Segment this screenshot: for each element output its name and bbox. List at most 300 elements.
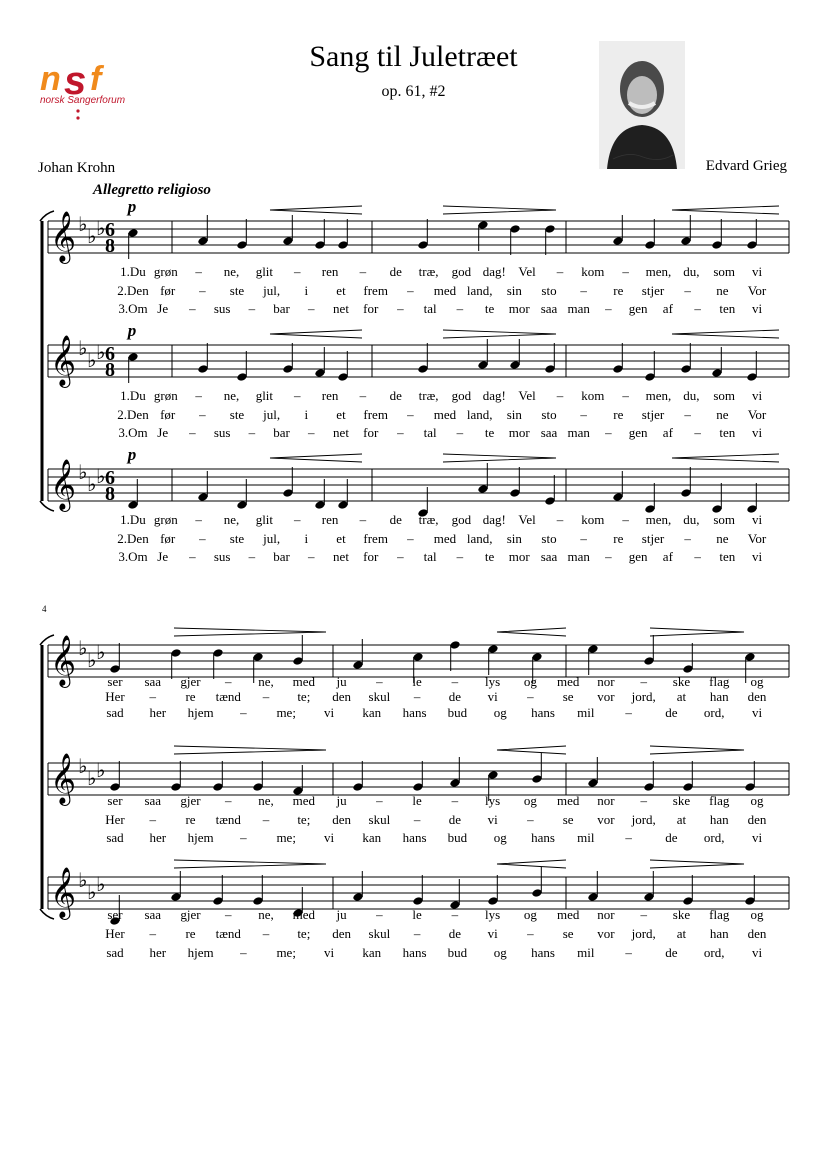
svg-text:s: s: [64, 60, 87, 103]
lyric-syllable: me;: [276, 830, 296, 845]
lyric-syllable: vi: [751, 945, 763, 960]
lyric-syllable: se: [562, 689, 574, 704]
lyric-syllable: –: [407, 407, 414, 422]
time-signature-top: 6: [105, 467, 115, 489]
decrescendo-hairpin: [443, 330, 556, 338]
lyric-syllable: –: [308, 549, 315, 564]
lyric-syllable: re: [613, 283, 624, 298]
lyric-syllable: –: [413, 689, 421, 704]
lyric-syllable: –: [225, 674, 232, 689]
treble-clef-icon: 𝄞: [50, 459, 77, 510]
lyric-syllable: sus: [213, 549, 231, 564]
lyric-syllable: land,: [466, 407, 493, 422]
lyric-syllable: i: [304, 407, 309, 422]
crescendo-hairpin: [270, 206, 362, 214]
lyric-syllable: le: [412, 793, 422, 808]
lyric-syllable: net: [333, 301, 349, 316]
lyric-syllable: Je: [157, 301, 169, 316]
lyric-syllable: –: [262, 689, 270, 704]
lyric-syllable: sto: [541, 531, 557, 546]
lyric-syllable: –: [413, 812, 421, 827]
lyric-syllable: –: [694, 549, 701, 564]
lyric-syllable: gjer: [180, 674, 201, 689]
lyric-syllable: dag!: [482, 512, 506, 527]
lyric-syllable: et: [336, 531, 346, 546]
lyric-syllable: saa: [540, 549, 558, 564]
lyric-syllable: og: [523, 793, 537, 808]
lyric-syllable: te;: [297, 812, 311, 827]
lyric-syllable: –: [293, 512, 301, 527]
lyric-syllable: saa: [540, 425, 558, 440]
lyric-syllable: –: [376, 907, 383, 922]
lyric-syllable: ske: [672, 907, 691, 922]
flat-icon: ♭: [96, 216, 106, 240]
lyric-syllable: dag!: [482, 388, 506, 403]
lyric-syllable: for: [363, 425, 379, 440]
lyric-syllable: saa: [144, 793, 162, 808]
lyric-syllable: ne: [716, 283, 729, 298]
lyric-syllable: hjem: [187, 830, 214, 845]
lyric-syllable: se: [562, 926, 574, 941]
lyric-syllable: hans: [402, 705, 427, 720]
lyric-syllable: –: [456, 549, 464, 564]
lyric-syllable: her: [149, 705, 167, 720]
lyric-syllable: –: [397, 301, 404, 316]
lyric-syllable: god: [451, 388, 472, 403]
lyric-syllable: –: [684, 283, 691, 298]
lyric-syllable: før: [160, 283, 176, 298]
lyric-syllable: 2.Den: [117, 283, 149, 298]
lyric-syllable: –: [195, 512, 202, 527]
lyric-syllable: skul: [368, 812, 391, 827]
lyric-syllable: vi: [751, 425, 763, 440]
flat-icon: ♭: [78, 636, 88, 660]
lyric-syllable: –: [605, 549, 612, 564]
lyric-syllable: sin: [506, 407, 522, 422]
lyric-syllable: –: [240, 705, 247, 720]
lyric-syllable: gen: [628, 301, 648, 316]
lyric-syllable: tal: [423, 549, 437, 564]
treble-clef-icon: 𝄞: [50, 867, 77, 918]
flat-icon: ♭: [78, 754, 88, 778]
flat-icon: ♭: [87, 472, 97, 496]
lyric-syllable: tal: [423, 425, 437, 440]
flat-icon: ♭: [87, 224, 97, 248]
lyric-syllable: han: [709, 689, 729, 704]
lyric-syllable: i: [304, 283, 309, 298]
lyric-syllable: –: [225, 793, 232, 808]
lyric-syllable: ser: [107, 907, 123, 922]
flat-icon: ♭: [87, 348, 97, 372]
lyric-syllable: stjer: [641, 531, 665, 546]
lyric-syllable: –: [189, 425, 196, 440]
lyric-syllable: –: [556, 388, 564, 403]
lyric-syllable: træ,: [418, 512, 439, 527]
lyric-syllable: flag: [709, 793, 730, 808]
decrescendo-hairpin: [650, 628, 744, 636]
treble-clef-icon: 𝄞: [50, 335, 77, 386]
lyric-syllable: vi: [751, 549, 763, 564]
lyric-syllable: 1.Du: [120, 512, 146, 527]
lyric-syllable: bud: [447, 945, 468, 960]
flat-icon: ♭: [87, 766, 97, 790]
lyric-syllable: sad: [106, 945, 124, 960]
lyric-syllable: stjer: [641, 283, 665, 298]
lyric-syllable: hans: [402, 830, 427, 845]
lyric-syllable: de: [389, 264, 402, 279]
lyric-syllable: nor: [597, 907, 615, 922]
lyric-syllable: re: [613, 407, 624, 422]
lyric-syllable: jord,: [631, 812, 656, 827]
lyric-syllable: me;: [276, 945, 296, 960]
lyric-syllable: den: [747, 812, 767, 827]
lyric-syllable: –: [605, 425, 612, 440]
lyric-syllable: træ,: [418, 388, 439, 403]
lyric-syllable: –: [622, 388, 629, 403]
lyric-syllable: se: [562, 812, 574, 827]
lyric-syllable: ste: [229, 407, 245, 422]
lyric-syllable: jul,: [263, 531, 281, 546]
lyric-syllable: –: [376, 674, 383, 689]
lyric-syllable: hans: [402, 945, 427, 960]
lyric-syllable: land,: [466, 531, 493, 546]
lyric-syllable: med: [433, 283, 457, 298]
lyric-syllable: mor: [508, 301, 530, 316]
lyric-syllable: Je: [157, 549, 169, 564]
lyric-syllable: jul,: [263, 283, 281, 298]
lyric-syllable: gjer: [180, 793, 201, 808]
lyric-syllable: kom: [581, 512, 605, 527]
lyric-syllable: –: [376, 793, 383, 808]
time-signature-bottom: 8: [105, 235, 115, 257]
lyric-syllable: dag!: [482, 264, 506, 279]
flat-icon: ♭: [78, 868, 88, 892]
crescendo-hairpin: [497, 746, 566, 754]
flat-icon: ♭: [96, 464, 106, 488]
lyric-syllable: ne,: [258, 907, 274, 922]
lyric-syllable: –: [397, 425, 404, 440]
lyric-syllable: tænd: [215, 689, 241, 704]
lyric-syllable: –: [359, 512, 367, 527]
decrescendo-hairpin: [650, 860, 744, 868]
opus-number: op. 61, #2: [381, 83, 446, 100]
lyric-syllable: ren: [321, 264, 339, 279]
lyric-syllable: –: [149, 689, 157, 704]
lyric-syllable: med: [433, 407, 457, 422]
lyric-syllable: –: [240, 830, 247, 845]
lyric-syllable: ju: [336, 907, 347, 922]
lyric-syllable: –: [640, 674, 647, 689]
lyric-syllable: –: [195, 388, 202, 403]
lyric-syllable: –: [622, 512, 629, 527]
dynamic-marking: p: [127, 321, 137, 340]
lyric-syllable: og: [493, 945, 507, 960]
lyric-syllable: –: [456, 425, 464, 440]
lyric-syllable: –: [694, 301, 701, 316]
lyric-syllable: du,: [683, 264, 700, 279]
lyric-syllable: –: [248, 549, 256, 564]
lyric-syllable: du,: [683, 388, 700, 403]
lyric-syllable: Her: [105, 689, 125, 704]
lyric-syllable: –: [413, 926, 421, 941]
lyric-syllable: ju: [336, 674, 347, 689]
lyric-syllable: re: [185, 689, 196, 704]
lyric-syllable: –: [451, 793, 459, 808]
lyric-syllable: –: [308, 301, 315, 316]
lyric-syllable: og: [750, 793, 764, 808]
flat-icon: ♭: [78, 460, 88, 484]
lyric-syllable: og: [523, 674, 537, 689]
lyric-syllable: 1.Du: [120, 388, 146, 403]
decrescendo-hairpin: [174, 860, 326, 868]
lyric-syllable: –: [189, 301, 196, 316]
lyric-syllable: me;: [276, 705, 296, 720]
lyric-syllable: vi: [487, 812, 498, 827]
lyric-syllable: ten: [719, 425, 736, 440]
lyric-syllable: Vor: [747, 407, 767, 422]
lyric-syllable: –: [580, 407, 587, 422]
lyric-syllable: te: [484, 425, 495, 440]
lyric-syllable: den: [332, 689, 351, 704]
treble-clef-icon: 𝄞: [50, 635, 77, 686]
lyric-syllable: –: [640, 907, 647, 922]
lyric-syllable: som: [713, 512, 735, 527]
tempo-marking: Allegretto religioso: [93, 182, 211, 198]
lyric-syllable: som: [713, 264, 735, 279]
lyric-syllable: Vel: [518, 388, 536, 403]
song-title: Sang til Juletræet: [309, 40, 518, 73]
lyric-syllable: re: [613, 531, 624, 546]
lyric-syllable: hans: [531, 830, 555, 845]
lyric-syllable: at: [676, 812, 687, 827]
lyric-syllable: Vor: [747, 283, 767, 298]
time-signature-top: 6: [105, 219, 115, 241]
lyric-syllable: lys: [485, 793, 501, 808]
lyric-syllable: ord,: [703, 705, 725, 720]
lyric-syllable: –: [189, 549, 196, 564]
lyric-syllable: kom: [581, 264, 605, 279]
lyric-syllable: god: [451, 512, 472, 527]
lyric-syllable: sus: [213, 425, 231, 440]
lyric-syllable: –: [451, 674, 459, 689]
lyric-syllable: land,: [466, 283, 493, 298]
lyric-syllable: 3.Om: [118, 301, 148, 316]
lyric-syllable: –: [580, 283, 587, 298]
lyric-syllable: bar: [273, 301, 290, 316]
lyric-syllable: med: [292, 674, 316, 689]
lyric-syllable: den: [747, 689, 767, 704]
lyric-syllable: og: [493, 705, 507, 720]
lyric-syllable: frem: [363, 283, 388, 298]
lyric-syllable: man: [567, 301, 590, 316]
lyricist-name: Johan Krohn: [38, 160, 116, 176]
lyric-syllable: –: [293, 264, 301, 279]
lyric-syllable: bar: [273, 549, 290, 564]
lyric-syllable: mil: [577, 705, 595, 720]
lyric-syllable: de: [448, 812, 462, 827]
lyric-syllable: kan: [362, 945, 382, 960]
lyric-syllable: te;: [297, 926, 311, 941]
lyric-syllable: bud: [447, 705, 468, 720]
lyric-syllable: vi: [751, 705, 763, 720]
lyric-syllable: og: [750, 907, 764, 922]
lyric-syllable: –: [407, 283, 414, 298]
decrescendo-hairpin: [650, 746, 744, 754]
flat-icon: ♭: [96, 640, 106, 664]
lyric-syllable: frem: [363, 407, 388, 422]
lyric-syllable: kom: [581, 388, 605, 403]
lyric-syllable: du,: [683, 512, 700, 527]
lyric-syllable: vi: [487, 926, 498, 941]
lyric-syllable: –: [397, 549, 404, 564]
decrescendo-hairpin: [443, 206, 556, 214]
lyric-syllable: le: [412, 907, 422, 922]
lyric-syllable: –: [293, 388, 301, 403]
lyric-syllable: flag: [709, 674, 730, 689]
flat-icon: ♭: [78, 336, 88, 360]
lyric-syllable: med: [433, 531, 457, 546]
lyric-syllable: net: [333, 425, 349, 440]
lyric-syllable: god: [451, 264, 472, 279]
lyric-syllable: træ,: [418, 264, 439, 279]
lyric-syllable: –: [308, 425, 315, 440]
lyric-syllable: –: [640, 793, 647, 808]
lyric-syllable: bud: [447, 830, 468, 845]
lyric-syllable: med: [556, 793, 580, 808]
lyric-syllable: grøn: [153, 512, 178, 527]
lyric-syllable: Vel: [518, 512, 536, 527]
lyric-syllable: ne,: [223, 264, 240, 279]
lyric-syllable: for: [363, 549, 379, 564]
lyric-syllable: ne,: [258, 674, 274, 689]
lyric-syllable: nor: [597, 793, 615, 808]
lyric-syllable: ten: [719, 549, 736, 564]
lyric-syllable: gen: [628, 425, 648, 440]
dynamic-marking: p: [127, 197, 137, 216]
lyric-syllable: for: [363, 301, 379, 316]
lyric-syllable: ord,: [703, 945, 725, 960]
lyric-syllable: –: [694, 425, 701, 440]
lyric-syllable: –: [580, 531, 587, 546]
crescendo-hairpin: [497, 860, 566, 868]
lyric-syllable: –: [556, 512, 564, 527]
lyric-syllable: –: [262, 812, 270, 827]
crescendo-hairpin: [672, 206, 779, 214]
decrescendo-hairpin: [174, 746, 326, 754]
lyric-syllable: skul: [368, 926, 391, 941]
time-signature-bottom: 8: [105, 359, 115, 381]
lyric-syllable: ord,: [703, 830, 725, 845]
lyric-syllable: og: [493, 830, 507, 845]
lyric-syllable: –: [625, 945, 632, 960]
lyric-syllable: vi: [751, 388, 763, 403]
treble-clef-icon: 𝄞: [50, 753, 77, 804]
time-signature-bottom: 8: [105, 483, 115, 505]
lyric-syllable: med: [292, 907, 316, 922]
lyric-syllable: den: [747, 926, 767, 941]
crescendo-hairpin: [497, 628, 566, 636]
lyric-syllable: med: [292, 793, 316, 808]
lyric-syllable: mil: [577, 830, 595, 845]
lyric-syllable: gjer: [180, 907, 201, 922]
lyric-syllable: man: [567, 549, 590, 564]
lyric-syllable: glit: [255, 388, 274, 403]
lyric-syllable: af: [662, 301, 673, 316]
composer-name: Edvard Grieg: [705, 158, 787, 174]
crescendo-hairpin: [672, 454, 779, 462]
lyric-syllable: –: [527, 689, 534, 704]
lyric-syllable: te: [484, 301, 495, 316]
treble-clef-icon: 𝄞: [50, 211, 77, 262]
decrescendo-hairpin: [174, 628, 326, 636]
lyric-syllable: ste: [229, 283, 245, 298]
lyric-syllable: –: [149, 812, 157, 827]
lyric-syllable: –: [527, 926, 534, 941]
lyric-syllable: vi: [487, 689, 498, 704]
lyric-syllable: ne,: [223, 388, 240, 403]
lyric-syllable: vi: [751, 301, 763, 316]
lyric-syllable: sad: [106, 830, 124, 845]
lyric-syllable: grøn: [153, 264, 178, 279]
lyric-syllable: vi: [751, 512, 763, 527]
lyric-syllable: ne: [716, 407, 729, 422]
lyric-syllable: af: [662, 425, 673, 440]
svg-text:f: f: [90, 60, 102, 98]
lyric-syllable: med: [556, 674, 580, 689]
lyric-syllable: –: [684, 531, 691, 546]
lyric-syllable: men,: [645, 512, 672, 527]
lyric-syllable: –: [195, 264, 202, 279]
lyric-syllable: jord,: [631, 926, 656, 941]
lyric-syllable: her: [149, 830, 167, 845]
lyric-syllable: Her: [105, 812, 125, 827]
lyric-syllable: de: [448, 926, 462, 941]
measure-number: 4: [42, 604, 47, 614]
lyric-syllable: men,: [645, 388, 672, 403]
lyric-syllable: –: [625, 830, 632, 845]
lyric-syllable: –: [199, 283, 206, 298]
lyric-syllable: ren: [321, 512, 339, 527]
lyric-syllable: de: [448, 689, 462, 704]
svg-text:n: n: [40, 60, 61, 98]
lyric-syllable: saa: [144, 674, 162, 689]
lyric-syllable: som: [713, 388, 735, 403]
lyric-syllable: man: [567, 425, 590, 440]
lyric-syllable: le: [412, 674, 422, 689]
lyric-syllable: hjem: [187, 945, 214, 960]
lyric-syllable: saa: [144, 907, 162, 922]
lyric-syllable: vor: [597, 689, 615, 704]
lyric-syllable: –: [359, 264, 367, 279]
flat-icon: ♭: [96, 872, 106, 896]
lyric-syllable: –: [527, 812, 534, 827]
lyric-syllable: kan: [362, 830, 382, 845]
lyric-syllable: –: [359, 388, 367, 403]
lyric-syllable: Vel: [518, 264, 536, 279]
lyric-syllable: glit: [255, 512, 274, 527]
lyric-syllable: –: [262, 926, 270, 941]
lyric-syllable: men,: [645, 264, 672, 279]
lyric-syllable: –: [556, 264, 564, 279]
lyric-syllable: de: [389, 512, 402, 527]
lyric-syllable: lys: [485, 674, 501, 689]
lyric-syllable: de: [665, 945, 678, 960]
lyric-syllable: jul,: [263, 407, 281, 422]
lyric-syllable: –: [199, 407, 206, 422]
lyric-syllable: 3.Om: [118, 425, 148, 440]
lyric-syllable: 3.Om: [118, 549, 148, 564]
lyric-syllable: tænd: [215, 812, 241, 827]
